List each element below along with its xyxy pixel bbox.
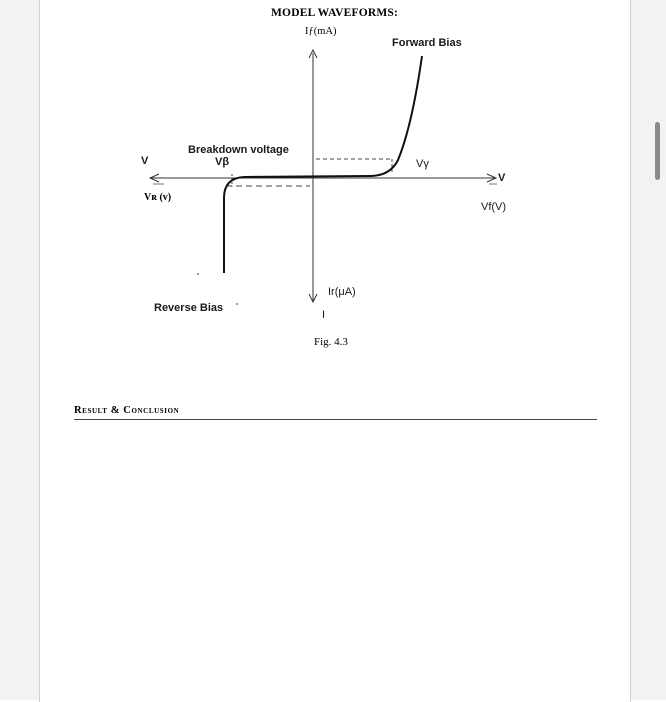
- page-title: MODEL WAVEFORMS:: [271, 7, 399, 19]
- document-page: [39, 0, 631, 702]
- reverse-bias-label: Reverse Bias: [154, 302, 224, 314]
- breakdown-voltage-label: Breakdown voltage: [188, 144, 289, 156]
- section-divider: [74, 419, 597, 420]
- threshold-symbol-label: Vγ: [416, 158, 429, 170]
- x-axis-right-arrow-label: V: [498, 172, 506, 184]
- bottom-mark: I: [322, 309, 326, 321]
- stray-dot: [236, 303, 238, 305]
- vertical-scrollbar[interactable]: [655, 122, 660, 180]
- x-axis-left-arrow-label: V: [141, 155, 149, 167]
- stray-dot: [197, 273, 199, 275]
- y-axis-reverse-current-label: Ir(μA): [328, 286, 356, 298]
- x-axis-reverse-voltage-label: Vʀ (v): [144, 192, 172, 203]
- figure-caption: Fig. 4.3: [314, 336, 348, 348]
- x-axis-forward-voltage-label: Vf(V): [481, 201, 507, 213]
- forward-bias-label: Forward Bias: [392, 37, 462, 49]
- breakdown-symbol-label: Vβ: [215, 156, 230, 168]
- section-heading: Result & Conclusion: [74, 405, 180, 416]
- y-axis-forward-current-label: Iƒ(mA): [305, 26, 337, 37]
- diode-characteristic-diagram: [40, 0, 630, 418]
